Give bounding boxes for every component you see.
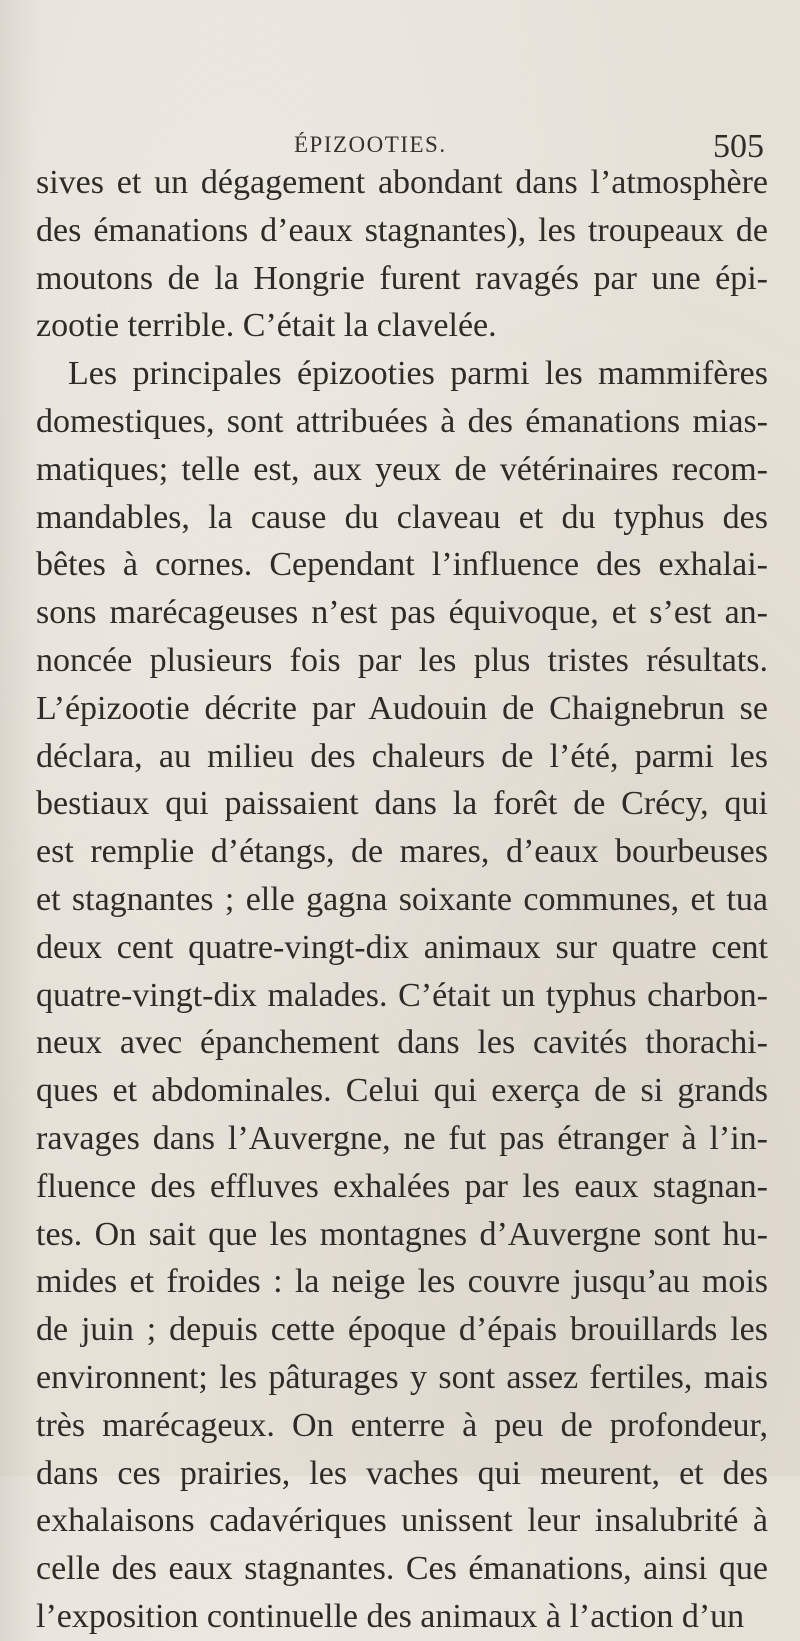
text-line: ravages dans l’Auvergne, ne fut pas étranger à l’in- [36, 1119, 768, 1157]
text-line: sons marécageuses n’est pas équivoque, et s’est an- [36, 594, 768, 632]
running-title: ÉPIZOOTIES. [294, 132, 447, 157]
text-line: exhalaisons cadavériques unissent leur insalubrité à [36, 1502, 768, 1540]
text-line: zootie terrible. C’était la clavelée. [36, 307, 497, 345]
text-line: mandables, la cause du claveau et du typhus des [36, 498, 768, 536]
text-line: mides et froides : la neige les couvre jusqu’au mois [36, 1263, 768, 1301]
text-line: l’exposition continuelle des animaux à l’action d’un [36, 1597, 745, 1635]
text-line: Les principales épizooties parmi les mammifères [68, 355, 768, 393]
text-line: matiques; telle est, aux yeux de vétérinaires recom- [36, 450, 768, 488]
text-line: bêtes à cornes. Cependant l’influence des exhalai- [36, 546, 768, 584]
text-line: domestiques, sont attribuées à des émanations mias- [36, 402, 768, 440]
text-line: très marécageux. On enterre à peu de profondeur, [36, 1406, 768, 1444]
text-line: de juin ; depuis cette époque d’épais brouillards les [36, 1311, 768, 1349]
body-text [36, 159, 768, 1641]
text-line: tes. On sait que les montagnes d’Auvergne sont hu- [36, 1215, 768, 1253]
text-line: celle des eaux stagnantes. Ces émanations, ainsi que [36, 1550, 768, 1588]
text-line: est remplie d’étangs, de mares, d’eaux bourbeuses [36, 833, 768, 871]
text-line: et stagnantes ; elle gagna soixante communes, et tua [36, 880, 768, 918]
page-number: 505 [713, 128, 764, 165]
text-line: déclara, au milieu des chaleurs de l’été, parmi les [36, 737, 768, 775]
text-line: fluence des effluves exhalées par les eaux stagnan- [36, 1167, 768, 1205]
text-line: quatre-vingt-dix malades. C’était un typhus charbon- [36, 976, 768, 1014]
text-line: neux avec épanchement dans les cavités thorachi- [36, 1024, 768, 1062]
text-line: moutons de la Hongrie furent ravagés par une épi- [36, 259, 768, 297]
text-line: deux cent quatre-vingt-dix animaux sur quatre cent [36, 928, 768, 966]
text-line: L’épizootie décrite par Audouin de Chaignebrun se [36, 689, 768, 727]
text-line: noncée plusieurs fois par les plus tristes résultats. [36, 641, 768, 679]
text-line: dans ces prairies, les vaches qui meurent, et des [36, 1454, 768, 1492]
text-line: bestiaux qui paissaient dans la forêt de Crécy, qui [36, 785, 768, 823]
text-line: environnent; les pâturages y sont assez fertiles, mais [36, 1358, 768, 1396]
text-line: sives et un dégagement abondant dans l’atmosphère [36, 164, 768, 201]
text-line: des émanations d’eaux stagnantes), les troupeaux de [36, 211, 768, 249]
text-line: ques et abdominales. Celui qui exerça de si grands [36, 1072, 768, 1110]
